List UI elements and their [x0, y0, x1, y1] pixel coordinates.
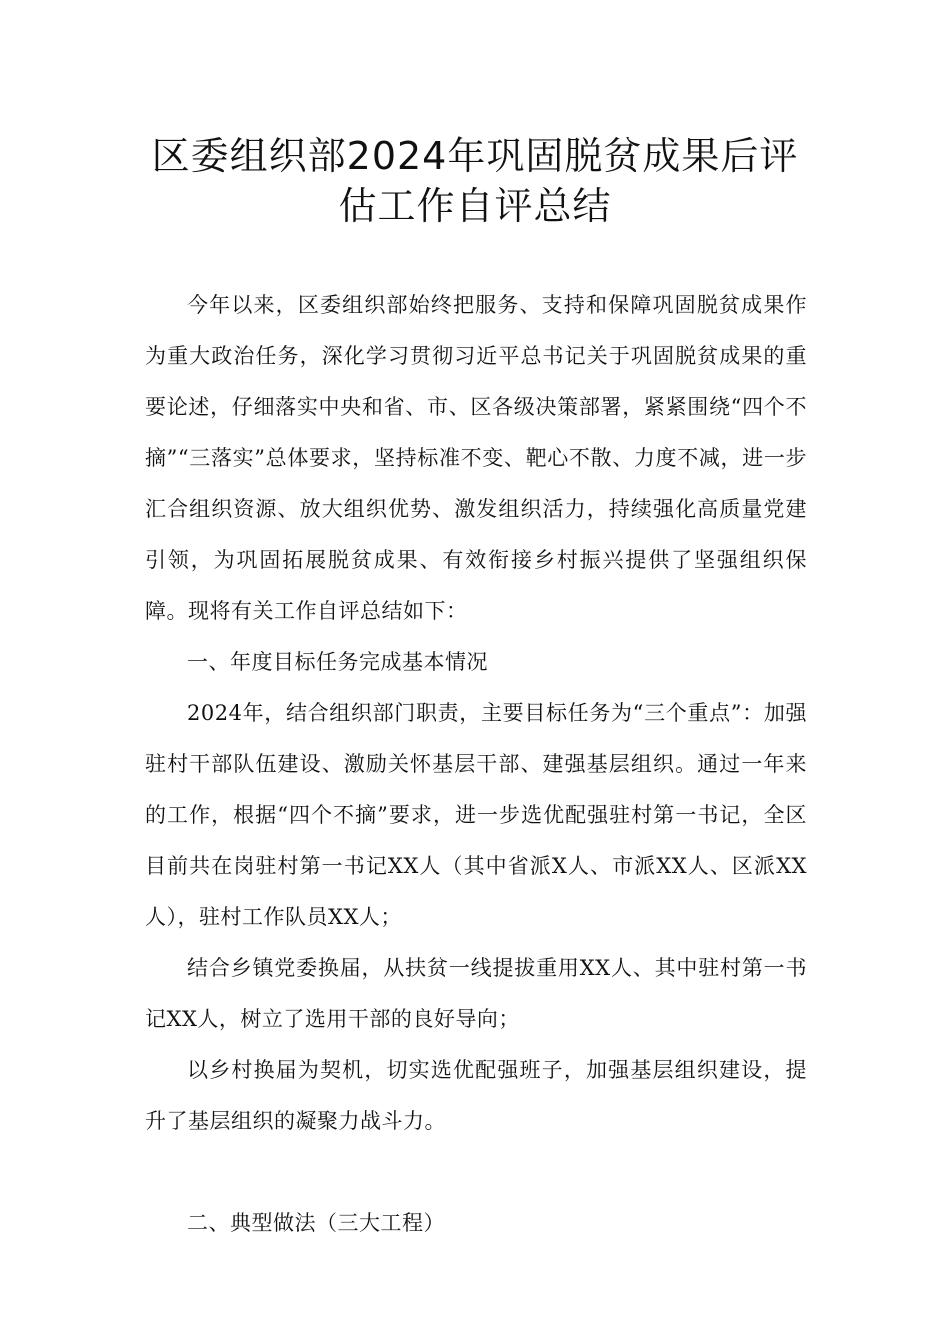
- section-heading-2: 二、典型做法（三大工程）: [187, 1211, 445, 1235]
- paragraph-promotion: 结合乡镇党委换届，从扶贫一线提拔重用XX人、其中驻村第一书记XX人，树立了选用干部的良好导向；: [145, 956, 807, 1031]
- intro-paragraph: 今年以来，区委组织部始终把服务、支持和保障巩固脱贫成果作为重大政治任务，深化学习贯彻习近平总书记关于巩固脱贫成果的重要论述，仔细落实中央和省、市、区各级决策部署，紧紧围绕“四个不摘”“三落实”总体要求，坚持标准不变、靶心不散、力度不减，进一步汇合组织资源、放大组织优势、激发组织活力，持续强化高质量党建引领，为巩固拓展脱贫成果、有效衔接乡村振兴提供了坚强组织保障。现将有关工作自评总结如下：: [145, 293, 807, 623]
- document-body: [145, 280, 807, 1249]
- paragraph-organization: 以乡村换届为契机，切实选优配强班子，加强基层组织建设，提升了基层组织的凝聚力战斗力。: [145, 1058, 807, 1133]
- section-heading-1: 一、年度目标任务完成基本情况: [187, 650, 488, 674]
- blank-line: [145, 1147, 807, 1198]
- paragraph-targets: 2024年，结合组织部门职责，主要目标任务为“三个重点”：加强驻村干部队伍建设、激励关怀基层干部、建强基层组织。通过一年来的工作，根据“四个不摘”要求，进一步选优配强驻村第一书记，全区目前共在岗驻村第一书记XX人（其中省派X人、市派XX人、区派XX人），驻村工作队员XX人；: [145, 701, 807, 929]
- document-title-line-1: 区委组织部2024年巩固脱贫成果后评: [151, 134, 799, 178]
- document-title-line-2: 估工作自评总结: [338, 184, 612, 228]
